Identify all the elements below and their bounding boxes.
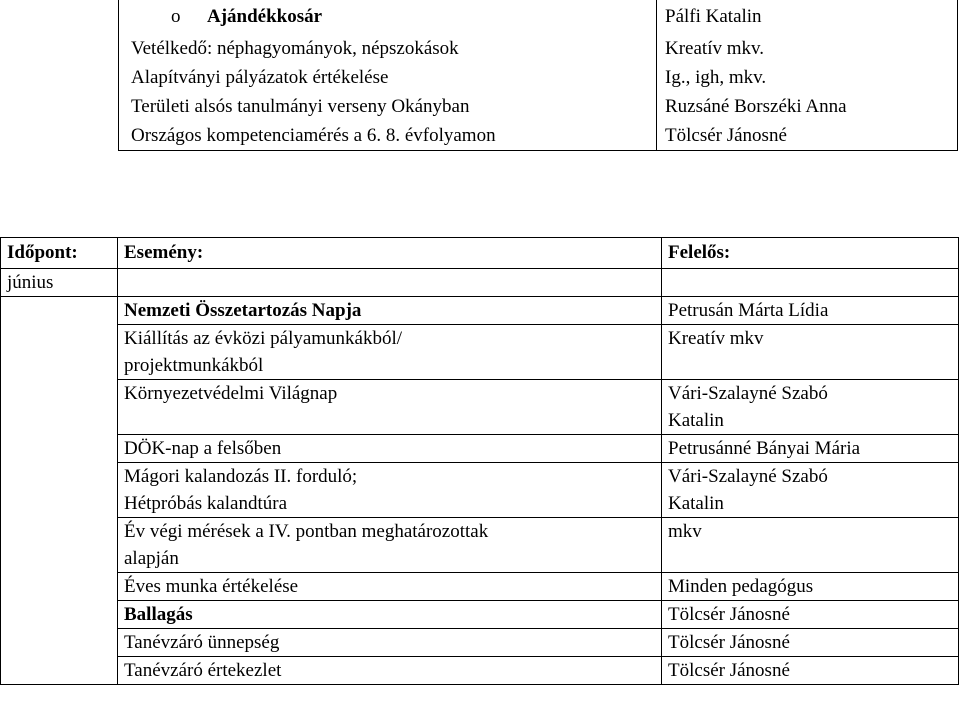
event-cell: DÖK-nap a felsőben xyxy=(118,435,662,463)
table-row xyxy=(1,601,959,629)
table-row xyxy=(1,435,959,463)
top-event-cell xyxy=(119,0,657,34)
top-row xyxy=(119,0,958,34)
event-line: Kiállítás az évközi pályamunkákból/ xyxy=(124,328,403,349)
header-row xyxy=(1,238,959,269)
event-cell xyxy=(118,463,662,518)
event-cell xyxy=(118,325,662,380)
top-responsible-cell: Kreatív mkv. xyxy=(665,38,765,59)
table-row xyxy=(1,463,959,518)
event-cell xyxy=(118,518,662,573)
table-row xyxy=(1,297,959,325)
table-row xyxy=(1,573,959,601)
top-event-cell: Országos kompetenciamérés a 6. 8. évfolyamon xyxy=(119,121,657,151)
top-event-table xyxy=(118,0,958,151)
table-row xyxy=(1,325,959,380)
event-cell: Ballagás xyxy=(118,601,662,629)
top-row xyxy=(119,92,958,121)
month-responsible-empty xyxy=(662,269,959,297)
responsible-cell: Tölcsér Jánosné xyxy=(662,601,959,629)
top-row xyxy=(119,34,958,63)
june-schedule-table xyxy=(0,237,959,685)
top-responsible-cell: Tölcsér Jánosné xyxy=(665,125,787,146)
event-line: Környezetvédelmi Világnap xyxy=(124,383,338,404)
responsible-cell: Tölcsér Jánosné xyxy=(662,657,959,685)
top-row xyxy=(119,63,958,92)
table-row xyxy=(1,380,959,435)
event-cell xyxy=(118,380,662,435)
responsible-cell: mkv xyxy=(662,518,959,573)
month-label: június xyxy=(1,269,118,297)
event-line: Mágori kalandozás II. forduló; xyxy=(124,466,358,487)
responsible-cell: Minden pedagógus xyxy=(662,573,959,601)
responsible-cell xyxy=(662,380,959,435)
responsible-cell: Tölcsér Jánosné xyxy=(662,629,959,657)
top-event-cell: Vetélkedő: néphagyományok, népszokások xyxy=(119,34,657,63)
responsible-line: Vári-Szalayné Szabó xyxy=(668,383,828,404)
responsible-cell: Petrusánné Bányai Mária xyxy=(662,435,959,463)
event-line: alapján xyxy=(124,548,179,569)
responsible-line: Katalin xyxy=(668,493,724,514)
event-line: projektmunkákból xyxy=(124,355,264,376)
header-time: Időpont: xyxy=(1,238,118,269)
top-row xyxy=(119,121,958,151)
top-responsible-cell: Ig., igh, mkv. xyxy=(665,67,767,88)
top-event-cell: Területi alsós tanulmányi verseny Okányban xyxy=(119,92,657,121)
event-line: Hétpróbás kalandtúra xyxy=(124,493,288,514)
table-row xyxy=(1,629,959,657)
list-bullet: o xyxy=(171,6,181,27)
month-event-empty xyxy=(118,269,662,297)
top-responsible-cell: Pálfi Katalin xyxy=(665,6,762,27)
event-cell: Nemzeti Összetartozás Napja xyxy=(118,297,662,325)
responsible-cell xyxy=(662,463,959,518)
responsible-cell: Kreatív mkv xyxy=(662,325,959,380)
responsible-cell: Petrusán Márta Lídia xyxy=(662,297,959,325)
event-cell: Tanévzáró ünnepség xyxy=(118,629,662,657)
event-line: Év végi mérések a IV. pontban meghatározottak xyxy=(124,521,489,542)
month-row xyxy=(1,269,959,297)
table-row xyxy=(1,518,959,573)
top-event-text: Ajándékkosár xyxy=(207,6,323,27)
responsible-line: Vári-Szalayné Szabó xyxy=(668,466,828,487)
top-event-cell: Alapítványi pályázatok értékelése xyxy=(119,63,657,92)
table-row xyxy=(1,657,959,685)
event-cell: Éves munka értékelése xyxy=(118,573,662,601)
responsible-line: Katalin xyxy=(668,410,724,431)
top-responsible-cell: Ruzsáné Borszéki Anna xyxy=(665,96,847,117)
event-cell: Tanévzáró értekezlet xyxy=(118,657,662,685)
header-event: Esemény: xyxy=(118,238,662,269)
header-responsible: Felelős: xyxy=(662,238,959,269)
